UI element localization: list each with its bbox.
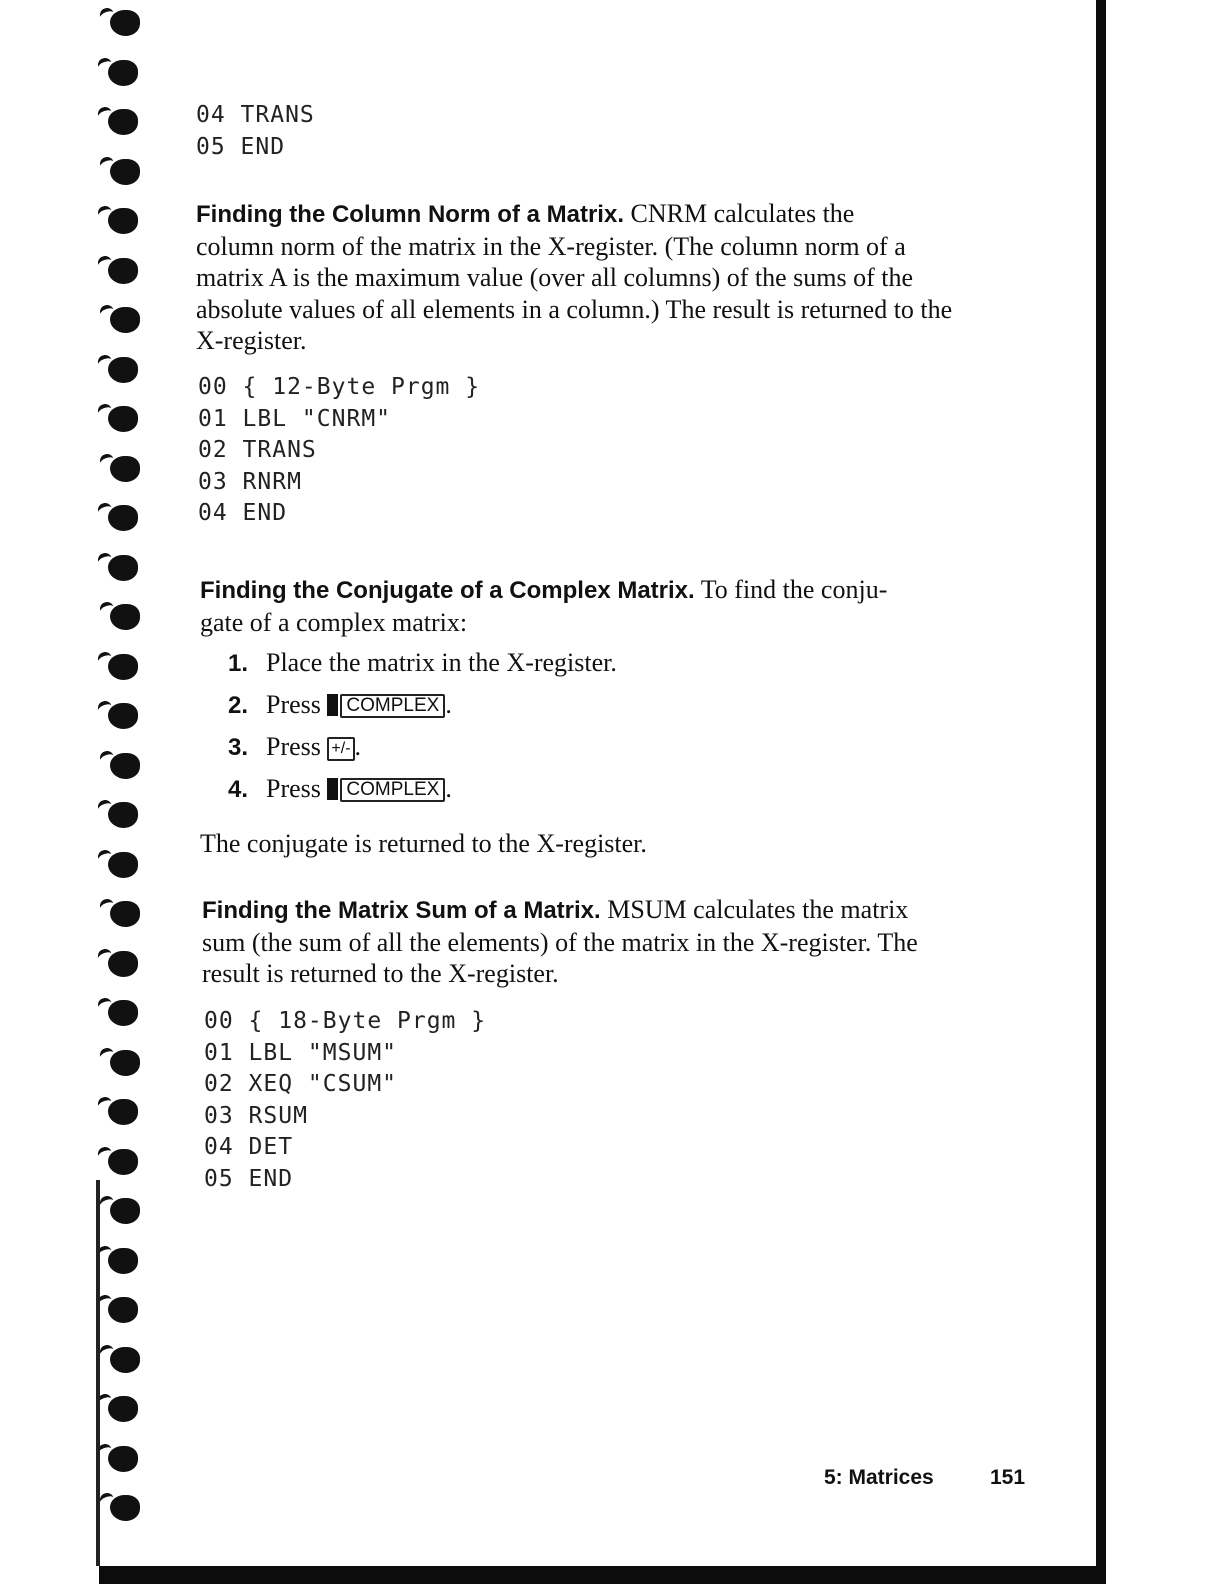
code-line: 00 { 18-Byte Prgm } bbox=[204, 1008, 487, 1034]
binding-hole-icon bbox=[108, 208, 138, 234]
code-line: 05 END bbox=[204, 1165, 294, 1192]
binding-hole-icon bbox=[108, 1000, 138, 1026]
code-line: 00 { 12-Byte Prgm } bbox=[198, 374, 481, 400]
code-block-top bbox=[196, 100, 315, 163]
section-heading: Finding the Column Norm of a Matrix. bbox=[196, 201, 624, 228]
binding-hole-icon bbox=[108, 1297, 138, 1323]
paragraph-line: To find the conju- bbox=[694, 575, 888, 604]
code-line: 02 XEQ "CSUM" bbox=[204, 1071, 398, 1097]
binding-hole-icon bbox=[108, 555, 138, 581]
binding-hole-icon bbox=[108, 654, 138, 680]
shift-key-icon bbox=[327, 694, 338, 716]
code-block-msum bbox=[204, 1006, 486, 1195]
section-column-norm bbox=[196, 198, 1076, 357]
binding-hole-icon bbox=[110, 456, 140, 482]
section-heading: Finding the Conjugate of a Complex Matrix. bbox=[200, 577, 695, 604]
binding-hole-icon bbox=[110, 1347, 140, 1373]
paragraph-line: result is returned to the X-register. bbox=[202, 959, 559, 988]
binding-hole-icon bbox=[108, 802, 138, 828]
binding-hole-icon bbox=[110, 604, 140, 630]
step-item bbox=[228, 648, 617, 678]
code-line: 01 LBL "CNRM" bbox=[198, 405, 392, 432]
paragraph-line: absolute values of all elements in a column.) The result is returned to the bbox=[196, 294, 953, 324]
paragraph-line: CNRM calculates the bbox=[624, 199, 855, 228]
page-edge-bottom bbox=[99, 1566, 1099, 1584]
conjugate-result-text: The conjugate is returned to the X-register. bbox=[200, 829, 647, 858]
section-conjugate bbox=[200, 574, 1080, 638]
binding-hole-icon bbox=[108, 951, 138, 977]
step-text: Place the matrix in the X-register. bbox=[266, 648, 617, 677]
section-heading: Finding the Matrix Sum of a Matrix. bbox=[202, 897, 601, 924]
binding-hole-icon bbox=[108, 1099, 138, 1125]
step-text: Press bbox=[266, 774, 328, 803]
page-edge-right bbox=[1096, 0, 1106, 1584]
binding-hole-icon bbox=[108, 406, 138, 432]
binding-hole-icon bbox=[110, 1495, 140, 1521]
step-number: 3. bbox=[228, 734, 249, 761]
complex-key: COMPLEX bbox=[340, 694, 445, 718]
binding-hole-icon bbox=[108, 703, 138, 729]
binding-hole-icon bbox=[108, 1248, 138, 1274]
step-text: Press bbox=[266, 690, 328, 719]
step-item: 4. Press COMPLEX . bbox=[228, 774, 452, 803]
paragraph-line: X-register. bbox=[196, 326, 307, 355]
section-matrix-sum bbox=[202, 894, 1082, 990]
binding-hole-icon bbox=[110, 10, 140, 36]
binding-hole-icon bbox=[108, 1396, 138, 1422]
change-sign-key: +/- bbox=[327, 737, 354, 761]
page-number: 151 bbox=[990, 1466, 1026, 1489]
step-number: 4. bbox=[228, 776, 249, 803]
paragraph-line: matrix A is the maximum value (over all columns) of the sums of the bbox=[196, 263, 914, 292]
code-block-cnrm bbox=[198, 372, 480, 530]
binding-hole-icon bbox=[108, 109, 138, 135]
paragraph-line: gate of a complex matrix: bbox=[200, 607, 468, 637]
binding-hole-icon bbox=[108, 1446, 138, 1472]
binding-hole-icon bbox=[108, 60, 138, 86]
paragraph-line: sum (the sum of all the elements) of the matrix in the X-register. The bbox=[202, 927, 918, 957]
paragraph-line: column norm of the matrix in the X-register. (The column norm of a bbox=[196, 231, 906, 261]
binding-hole-icon bbox=[108, 357, 138, 383]
code-line: 04 TRANS bbox=[196, 102, 315, 128]
chapter-label: 5: Matrices bbox=[824, 1466, 934, 1489]
binding-hole-icon bbox=[108, 258, 138, 284]
code-line: 05 END bbox=[196, 133, 286, 160]
code-line: 04 DET bbox=[204, 1134, 294, 1160]
step-item: 3. Press +/- . bbox=[228, 732, 362, 761]
binding-hole-icon bbox=[110, 1198, 140, 1224]
page-edge-left bbox=[96, 1180, 100, 1566]
binding-hole-icon bbox=[110, 307, 140, 333]
binding-hole-icon bbox=[110, 1050, 140, 1076]
step-number: 1. bbox=[228, 650, 249, 677]
code-line: 02 TRANS bbox=[198, 437, 317, 463]
step-number: 2. bbox=[228, 692, 249, 719]
complex-key: COMPLEX bbox=[340, 778, 445, 802]
step-item: 2. Press COMPLEX . bbox=[228, 690, 452, 719]
binding-hole-icon bbox=[110, 901, 140, 927]
spiral-binding bbox=[96, 0, 156, 1584]
code-line: 01 LBL "MSUM" bbox=[204, 1039, 398, 1066]
binding-hole-icon bbox=[108, 505, 138, 531]
code-line: 03 RNRM bbox=[198, 468, 302, 495]
binding-hole-icon bbox=[108, 852, 138, 878]
binding-hole-icon bbox=[108, 1149, 138, 1175]
binding-hole-icon bbox=[110, 753, 140, 779]
paragraph-line: MSUM calculates the matrix bbox=[600, 895, 909, 924]
step-text: Press bbox=[266, 732, 328, 761]
binding-hole-icon bbox=[110, 159, 140, 185]
shift-key-icon bbox=[327, 778, 338, 800]
code-line: 03 RSUM bbox=[204, 1102, 308, 1129]
code-line: 04 END bbox=[198, 500, 288, 526]
